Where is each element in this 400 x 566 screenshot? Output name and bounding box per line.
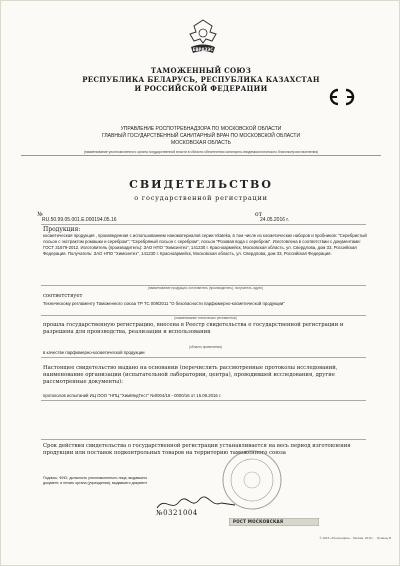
registration-statement: прошла государственную регистрацию, внесена в Реестр свидетельства о государственной регистрации и разрешена для производства, реализации и использования bbox=[43, 322, 344, 335]
issuing-union-header bbox=[31, 66, 371, 93]
header-line-1: ТАМОЖЕННЫЙ СОЮЗ bbox=[150, 66, 252, 75]
document-subtitle: о государственной регистрации bbox=[134, 194, 268, 202]
number-label: № bbox=[37, 211, 43, 218]
product-caption: (наименование продукции, изготовитель (производитель), получатель, адрес) bbox=[147, 286, 264, 290]
ribbon-text: РОСТ МОСКОВСКАЯ bbox=[233, 519, 284, 524]
divider bbox=[41, 439, 366, 440]
authority-caption: (наименование уполномоченного органа государственной власти в области обеспечения санитарно-эпидемиологического благополучия населения) bbox=[21, 150, 381, 156]
eurasec-emblem-icon bbox=[185, 17, 221, 63]
validity-text: Срок действия свидетельства о государственной регистрации устанавливается на весь период изготовления продукции или поставок подконтрольных товаров на территорию таможенного союза bbox=[43, 443, 351, 456]
authority-line-2: ГЛАВНЫЙ ГОСУДАРСТВЕННЫЙ САНИТАРНЫЙ ВРАЧ ПО МОСКОВСКОЙ ОБЛАСТИ bbox=[101, 133, 301, 139]
authority-line-1: УПРАВЛЕНИЕ РОСПОТРЕБНАДЗОРА ПО МОСКОВСКОЙ ОБЛАСТИ bbox=[120, 126, 282, 132]
authority-line-3: МОСКОВСКАЯ ОБЛАСТЬ bbox=[171, 140, 231, 146]
divider bbox=[41, 357, 366, 358]
compliance-text: Техническому регламенту Таможенного союза ТР ТС 009/2011 "О безопасности парфюмерно-косметической продукции" bbox=[43, 301, 285, 306]
divider bbox=[41, 400, 366, 401]
signatory-caption: Подпись, ФИО, должность уполномоченного лица, выдавшего документ, и печать органа (учреждения), выдавшего документ bbox=[43, 476, 148, 485]
svg-text:ЕВРАЗЭС: ЕВРАЗЭС bbox=[192, 47, 214, 52]
header-line-3: И РОССИЙСКОЙ ФЕДЕРАЦИИ bbox=[134, 84, 268, 93]
header-line-2: РЕСПУБЛИКА БЕЛАРУСЬ, РЕСПУБЛИКА КАЗАХСТАН bbox=[82, 75, 320, 84]
product-label: Продукция: bbox=[43, 226, 81, 233]
blank-serial-number: №0321004 bbox=[156, 509, 198, 517]
date-label: от bbox=[255, 211, 262, 218]
issuing-authority bbox=[41, 126, 361, 147]
basis-text: Настоящее свидетельство выдано на основании (перечислить рассмотренные протоколы исследований, наименование организации (испытательной лаборатории, центра), проводившей исследования, другие рассмотренные документы): bbox=[43, 365, 338, 385]
divider bbox=[41, 224, 366, 225]
usage-caption: (область применения) bbox=[189, 345, 222, 349]
registration-number: RU.50.99.05.001.Е.000194.05.16 bbox=[42, 217, 117, 223]
eac-mark-icon bbox=[328, 87, 356, 107]
registration-row bbox=[37, 209, 357, 223]
product-description: косметическая продукция , произведенная с использованием наноматериалов серии Vitateka, в том числе из косметических наборов и пробников: "Серебристый лосьон с экстрактом ромашки и серебром"; "Серебряный лосьон с серебром", лосьон "Розовая вода с серебром". Изготовлена в соответствии с документами: ГОСТ 31679-2012. Изготовитель (производитель): ЗАО НПО "Химсинтез", 141230 г. Красноармейск, Московская область, ул. Свердлова, дом 33, Российская Федерация. Получатель: ЗАО НПО "Химсинтез", 141230 г. Красноармейск, Московская область, ул. Свердлова, дом 33, Российская Федерация. bbox=[43, 233, 367, 256]
compliance-caption: (наименование технических регламентов) bbox=[174, 316, 237, 320]
print-footer: © 2016 «Типография» · Москва, 2016 г. · Уровень В bbox=[319, 536, 391, 540]
usage-text: в качестве парфюмерно-косметической продукции bbox=[43, 350, 145, 355]
compliance-label: соответствует bbox=[43, 293, 83, 299]
protocol-text: протоколов испытаний ИЦ ООО "НПЦ "ХимМедТест" №0004/16 - 0000/16 от 15.08.2016 г. bbox=[43, 393, 222, 398]
registration-date: 24.05.2016 г. bbox=[260, 217, 290, 223]
document-title: СВИДЕТЕЛЬСТВО bbox=[129, 178, 273, 191]
